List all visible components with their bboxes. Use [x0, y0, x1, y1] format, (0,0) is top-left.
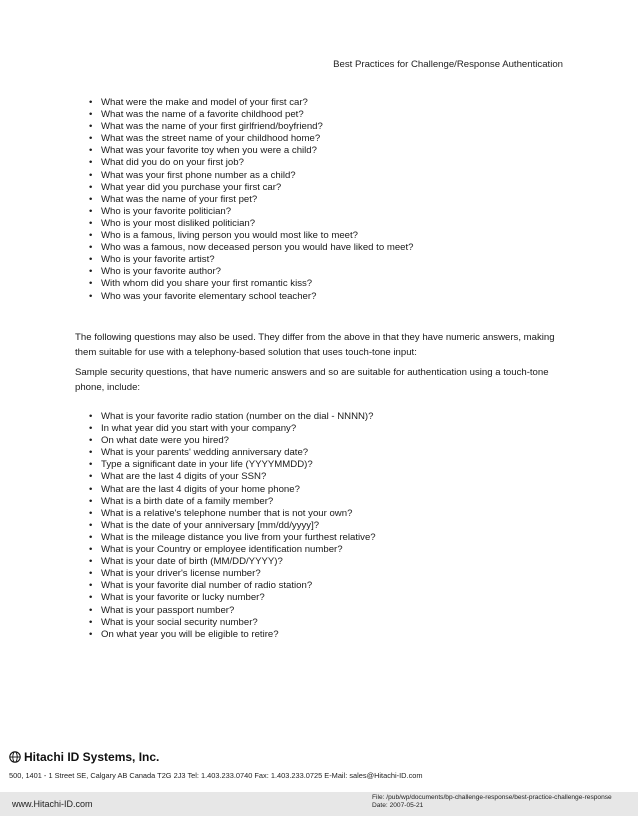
list-item: • What is a relative's telephone number that is not your own? — [89, 508, 376, 520]
list-item: • What was your first phone number as a child? — [89, 170, 414, 182]
list-item: • Type a significant date in your life (YYYYMMDD)? — [89, 459, 376, 471]
list-item: • What are the last 4 digits of your SSN? — [89, 471, 376, 483]
list-item: • What were the make and model of your first car? — [89, 97, 414, 109]
numeric-answers-intro: The following questions may also be used. They differ from the above in that they have numeric answers, making them suitable for use with a telephony-based solution that uses touch-tone input: — [75, 332, 555, 358]
list-item: • Who was your favorite elementary school teacher? — [89, 291, 414, 303]
list-item: • What was your favorite toy when you were a child? — [89, 145, 414, 157]
list-item: • In what year did you start with your company? — [89, 423, 376, 435]
list-item: • Who is your most disliked politician? — [89, 218, 414, 230]
document-date: Date: 2007-05-21 — [372, 802, 424, 810]
list-item: • Who is your favorite author? — [89, 266, 414, 278]
list-item: • What year did you purchase your first car? — [89, 182, 414, 194]
company-address: 500, 1401 - 1 Street SE, Calgary AB Canada T2G 2J3 Tel: 1.403.233.0740 Fax: 1.403.233.0725 E-Mail: sales@Hitachi-ID.com — [9, 771, 423, 780]
list-item: • What is a birth date of a family member? — [89, 496, 376, 508]
list-item: • What is the date of your anniversary [mm/dd/yyyy]? — [89, 520, 376, 532]
list-item: • What did you do on your first job? — [89, 157, 414, 169]
file-info — [372, 794, 634, 811]
list-item: • What was the street name of your childhood home? — [89, 133, 414, 145]
page-header: Best Practices for Challenge/Response Authentication — [333, 59, 563, 70]
list-item: • What is your Country or employee identification number? — [89, 544, 376, 556]
list-item: • What is your passport number? — [89, 605, 376, 617]
list-item: • What is your date of birth (MM/DD/YYYY)? — [89, 556, 376, 568]
numeric-questions-list — [89, 411, 376, 641]
touch-tone-intro: Sample security questions, that have numeric answers and so are suitable for authentication using a touch-tone phone, include: — [75, 367, 549, 393]
list-item: • With whom did you share your first romantic kiss? — [89, 278, 414, 290]
list-item: • What are the last 4 digits of your home phone? — [89, 484, 376, 496]
list-item: • Who is a famous, living person you would most like to meet? — [89, 230, 414, 242]
list-item: • Who is your favorite artist? — [89, 254, 414, 266]
list-item: • On what date were you hired? — [89, 435, 376, 447]
list-item: • What is the mileage distance you live from your furthest relative? — [89, 532, 376, 544]
file-path: File: /pub/wp/documents/bp-challenge-response/best-practice-challenge-response — [372, 794, 612, 801]
company-logo — [9, 750, 159, 764]
list-item: • What was the name of your first girlfriend/boyfriend? — [89, 121, 414, 133]
list-item: • What is your favorite dial number of radio station? — [89, 580, 376, 592]
list-item: • What is your favorite or lucky number? — [89, 592, 376, 604]
list-item: • What was the name of a favorite childhood pet? — [89, 109, 414, 121]
list-item: • Who is your favorite politician? — [89, 206, 414, 218]
list-item: • What is your social security number? — [89, 617, 376, 629]
list-item: • What is your parents' wedding anniversary date? — [89, 447, 376, 459]
globe-icon — [9, 751, 21, 763]
website-link[interactable]: www.Hitachi-ID.com — [12, 799, 93, 809]
list-item: • What was the name of your first pet? — [89, 194, 414, 206]
company-name: Hitachi ID Systems, Inc. — [24, 750, 160, 764]
list-item: • What is your driver's license number? — [89, 568, 376, 580]
list-item: • Who was a famous, now deceased person you would have liked to meet? — [89, 242, 414, 254]
security-questions-list — [89, 97, 414, 303]
list-item: • What is your favorite radio station (number on the dial - NNNN)? — [89, 411, 376, 423]
list-item: • On what year you will be eligible to retire? — [89, 629, 376, 641]
